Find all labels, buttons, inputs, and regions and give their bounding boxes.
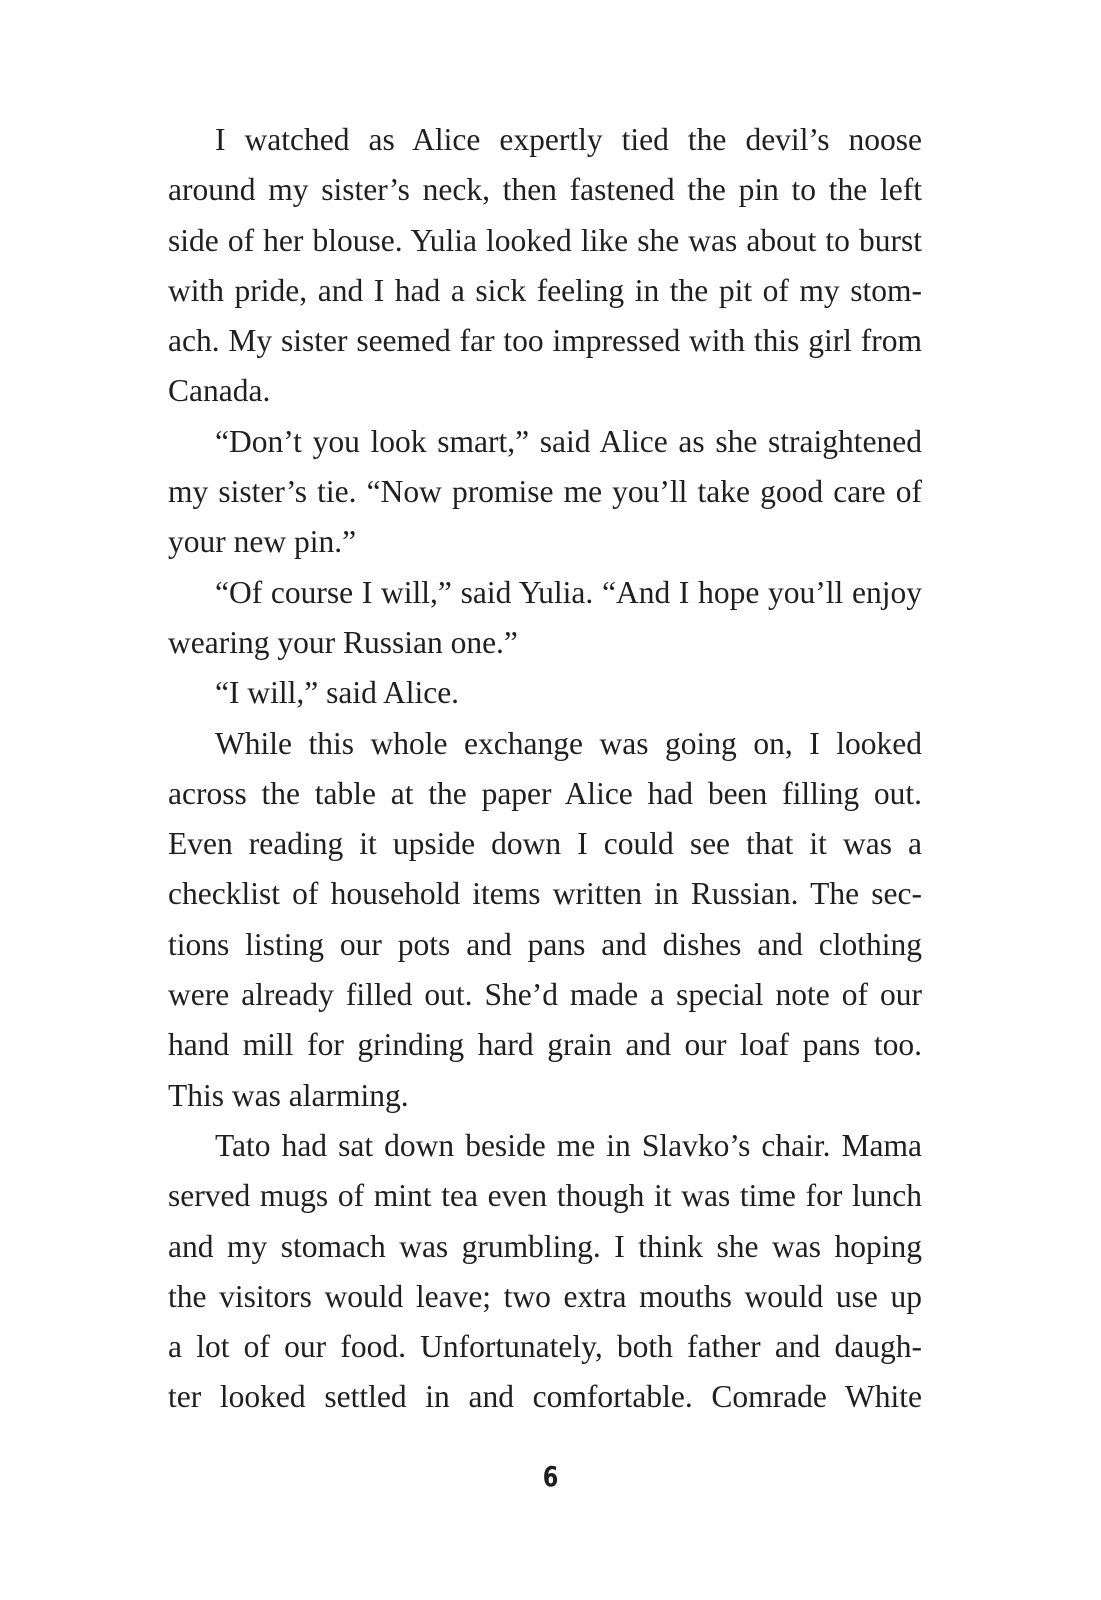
text-line: “I will,” said Alice. — [215, 675, 460, 711]
text-line: ter looked settled in and comfortable. Comrade White — [168, 1379, 922, 1415]
text-line: hand mill for grinding hard grain and our loaf pans too. — [168, 1027, 922, 1063]
page-number: 6 — [542, 1460, 559, 1493]
text-line: my sister’s tie. “Now promise me you’ll take good care of — [168, 474, 922, 510]
text-line: Tato had sat down beside me in Slavko’s chair. Mama — [215, 1127, 922, 1163]
text-line: checklist of household items written in Russian. The sec- — [168, 876, 922, 912]
text-line: with pride, and I had a sick feeling in the pit of my stom- — [168, 272, 922, 308]
text-line: “Don’t you look smart,” said Alice as she straightened — [215, 423, 922, 459]
text-line: Even reading it upside down I could see that it was a — [168, 826, 922, 862]
text-line: your new pin.” — [168, 524, 357, 560]
text-line: ach. My sister seemed far too impressed with this girl from — [168, 323, 922, 359]
text-line: across the table at the paper Alice had been filling out. — [168, 775, 922, 811]
text-line: I watched as Alice expertly tied the devil’s noose — [215, 122, 922, 157]
text-line: tions listing our pots and pans and dishes and clothing — [168, 926, 922, 962]
text-line: wearing your Russian one.” — [168, 624, 518, 660]
text-line: side of her blouse. Yulia looked like she was about to burst — [168, 222, 922, 258]
text-line: were already filled out. She’d made a special note of our — [168, 977, 922, 1013]
text-line: the visitors would leave; two extra mouths would use up — [168, 1278, 922, 1314]
text-line: around my sister’s neck, then fastened the pin to the left — [168, 172, 922, 208]
text-line: This was alarming. — [168, 1077, 409, 1113]
text-line: Canada. — [168, 373, 271, 409]
text-line: served mugs of mint tea even though it was time for lunch — [168, 1178, 922, 1214]
text-line: and my stomach was grumbling. I think she was hoping — [168, 1228, 922, 1264]
body-text — [168, 115, 922, 1423]
text-line: “Of course I will,” said Yulia. “And I hope you’ll enjoy — [215, 574, 922, 610]
text-line: While this whole exchange was going on, I looked — [215, 725, 922, 761]
text-line: a lot of our food. Unfortunately, both father and daugh- — [168, 1329, 922, 1365]
